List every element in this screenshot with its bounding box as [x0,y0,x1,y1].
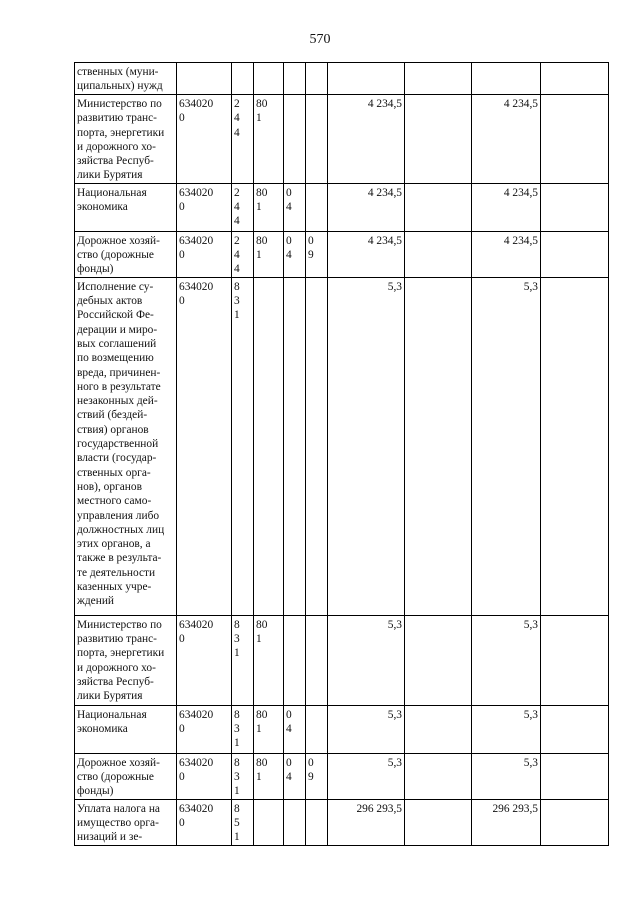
row-vr-cell: 8 5 1 [232,799,254,845]
row-vr-cell: 8 3 1 [232,753,254,799]
row-vr-cell: 8 3 1 [232,277,254,615]
row-gr-cell [254,799,284,845]
row-empty-cell [405,705,472,753]
row-empty-cell [541,277,609,615]
row-code-cell [177,63,232,95]
table-row [75,753,609,799]
row-empty-cell [405,231,472,277]
row-rz-cell: 0 4 [284,183,306,231]
row-sum-current-cell: 5,3 [328,753,405,799]
row-sum-current-cell: 4 234,5 [328,183,405,231]
row-sum-total-cell [472,63,541,95]
row-sum-current-cell: 5,3 [328,615,405,705]
row-pr-cell [306,183,328,231]
row-vr-cell: 2 4 4 [232,183,254,231]
row-code-cell: 634020 0 [177,95,232,184]
row-rz-cell [284,277,306,615]
row-sum-current-cell: 5,3 [328,277,405,615]
row-sum-total-cell: 5,3 [472,615,541,705]
row-empty-cell [405,615,472,705]
row-code-cell: 634020 0 [177,753,232,799]
page-number: 570 [309,32,331,47]
row-code-cell: 634020 0 [177,231,232,277]
table-row [75,231,609,277]
row-code-cell: 634020 0 [177,183,232,231]
row-name-cell: ственных (муни- ципальных) нужд [75,63,177,95]
row-name-cell: Уплата налога на имущество орга- низаций и зе- [75,799,177,845]
row-code-cell: 634020 0 [177,615,232,705]
row-rz-cell [284,95,306,184]
row-sum-current-cell: 4 234,5 [328,95,405,184]
row-empty-cell [541,753,609,799]
row-pr-cell [306,705,328,753]
row-empty-cell [405,799,472,845]
row-sum-total-cell: 5,3 [472,277,541,615]
row-empty-cell [405,277,472,615]
row-rz-cell: 0 4 [284,705,306,753]
table-row [75,705,609,753]
row-gr-cell [254,63,284,95]
row-sum-total-cell: 296 293,5 [472,799,541,845]
row-pr-cell [306,63,328,95]
row-name-cell: Исполнение су- дебных актов Российской Фе- дерации и миро- вых соглашений по возмещению вреда, причинен- ного в результате незаконных дей- ствий (бездей- ствия) органов государственной власти (государ- ственных орга- нов), органов местного само- управления либо должностных лиц этих органов, а также в результа- те деятельности казенных учре- ждений [75,277,177,615]
row-code-cell: 634020 0 [177,277,232,615]
row-empty-cell [541,95,609,184]
table-body [75,63,609,846]
row-name-cell: Национальная экономика [75,183,177,231]
row-gr-cell: 80 1 [254,231,284,277]
row-name-cell: Национальная экономика [75,705,177,753]
row-empty-cell [405,753,472,799]
row-pr-cell: 0 9 [306,231,328,277]
table-row [75,277,609,615]
row-gr-cell [254,277,284,615]
row-sum-current-cell: 4 234,5 [328,231,405,277]
row-gr-cell: 80 1 [254,95,284,184]
row-rz-cell: 0 4 [284,231,306,277]
row-vr-cell: 8 3 1 [232,705,254,753]
table-row [75,799,609,845]
row-sum-current-cell: 5,3 [328,705,405,753]
row-empty-cell [541,799,609,845]
row-vr-cell: 2 4 4 [232,231,254,277]
row-name-cell: Дорожное хозяй- ство (дорожные фонды) [75,753,177,799]
row-pr-cell [306,95,328,184]
row-gr-cell: 80 1 [254,753,284,799]
row-vr-cell: 2 4 4 [232,95,254,184]
row-sum-current-cell: 296 293,5 [328,799,405,845]
row-name-cell: Министерство по развитию транс- порта, энергетики и дорожного хо- зяйства Респуб- лики Бурятия [75,615,177,705]
row-empty-cell [405,183,472,231]
row-sum-total-cell: 5,3 [472,705,541,753]
row-pr-cell [306,799,328,845]
row-sum-total-cell: 4 234,5 [472,231,541,277]
row-pr-cell [306,615,328,705]
row-rz-cell [284,63,306,95]
table-row [75,63,609,95]
budget-table [74,62,609,846]
row-vr-cell [232,63,254,95]
row-empty-cell [405,63,472,95]
table-row [75,183,609,231]
row-rz-cell [284,799,306,845]
row-empty-cell [405,95,472,184]
row-rz-cell: 0 4 [284,753,306,799]
table-row [75,95,609,184]
table-row [75,615,609,705]
row-gr-cell: 80 1 [254,183,284,231]
row-gr-cell: 80 1 [254,705,284,753]
row-code-cell: 634020 0 [177,705,232,753]
row-pr-cell [306,277,328,615]
row-sum-current-cell [328,63,405,95]
row-rz-cell [284,615,306,705]
row-empty-cell [541,231,609,277]
row-code-cell: 634020 0 [177,799,232,845]
row-empty-cell [541,705,609,753]
row-empty-cell [541,63,609,95]
row-vr-cell: 8 3 1 [232,615,254,705]
row-sum-total-cell: 4 234,5 [472,95,541,184]
row-gr-cell: 80 1 [254,615,284,705]
row-empty-cell [541,183,609,231]
row-name-cell: Дорожное хозяй- ство (дорожные фонды) [75,231,177,277]
row-sum-total-cell: 4 234,5 [472,183,541,231]
row-empty-cell [541,615,609,705]
row-name-cell: Министерство по развитию транс- порта, энергетики и дорожного хо- зяйства Респуб- лики Бурятия [75,95,177,184]
row-pr-cell: 0 9 [306,753,328,799]
row-sum-total-cell: 5,3 [472,753,541,799]
